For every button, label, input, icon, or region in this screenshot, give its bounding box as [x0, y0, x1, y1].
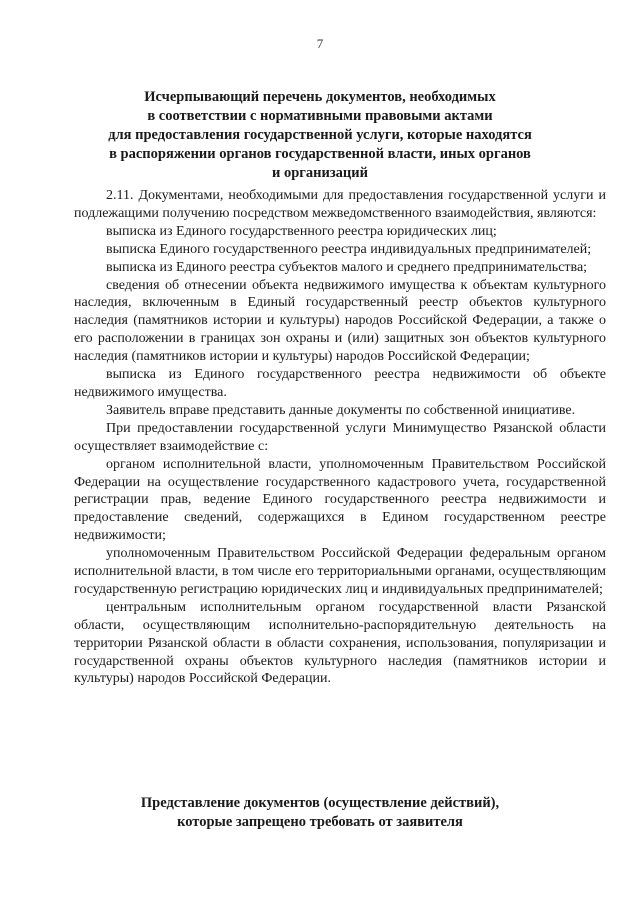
paragraph-interaction-intro: При предоставлении государственной услуги Минимущество Рязанской области осуществляет взаимодействие с: [74, 420, 606, 454]
list-item-cadastre-body: органом исполнительной власти, уполномоченным Правительством Российской Федерации на осуществление государственного кадастрового учета, государственной регистрации прав, ведение Единого государственного реестра недвижимости и предоставление сведений, содержащихся в Едином государственном реестре недвижимости; [74, 456, 606, 544]
list-item-egrul: выписка из Единого государственного реестра юридических лиц; [106, 223, 497, 239]
heading-line: которые запрещено требовать от заявителя [177, 814, 463, 830]
list-item-heritage-body: центральным исполнительным органом государственной власти Рязанской области, осуществляющим исполнительно-распорядительную деятельность на территории Рязанской области в области сохранения, использования, популяризации и государственной охраны объектов культурного наследия (памятников истории и культуры) народов Российской Федерации. [74, 599, 606, 687]
section-heading-prohibited-requirements [80, 794, 560, 832]
heading-line: Представление документов (осуществление действий), [140, 795, 500, 811]
heading-line: Исчерпывающий перечень документов, необходимых [144, 89, 496, 105]
page-number: 7 [316, 36, 324, 51]
paragraph-2-11: 2.11. Документами, необходимыми для предоставления государственной услуги и подлежащими получению посредством межведомственного взаимодействия, являются: [74, 188, 606, 221]
list-item-tax-body: уполномоченным Правительством Российской Федерации федеральным органом исполнительной власти, в том числе его территориальными органами, осуществляющим государственную регистрацию юридических лиц и индивидуальных предпринимателей; [74, 546, 606, 597]
heading-line: для предоставления государственной услуги, которые находятся [108, 127, 532, 143]
paragraph-applicant-right: Заявитель вправе представить данные документы по собственной инициативе. [106, 402, 576, 418]
section-heading-documents-in-possession [80, 88, 560, 183]
list-item-egrn: выписка из Единого государственного реестра недвижимости об объекте недвижимого имущества. [74, 367, 606, 400]
list-item-sme-registry: выписка из Единого реестра субъектов малого и среднего предпринимательства; [106, 259, 588, 275]
heading-line: в соответствии с нормативными правовыми актами [147, 108, 493, 124]
list-item-cultural-heritage: сведения об отнесении объекта недвижимого имущества к объектам культурного наследия, включенным в Единый государственный реестр объектов культурного наследия (памятников истории и культуры) народов Российской Федерации, а также о его расположении в границах зон охраны и (или) защитных зон объектов культурного наследия (памятников истории и культуры) народов Российской Федерации; [74, 277, 606, 365]
list-item-egrip: выписка Единого государственного реестра индивидуальных предпринимателей; [106, 241, 592, 257]
heading-line: и организаций [272, 165, 368, 181]
document-body [74, 187, 606, 688]
heading-line: в распоряжении органов государственной власти, иных органов [109, 146, 531, 162]
